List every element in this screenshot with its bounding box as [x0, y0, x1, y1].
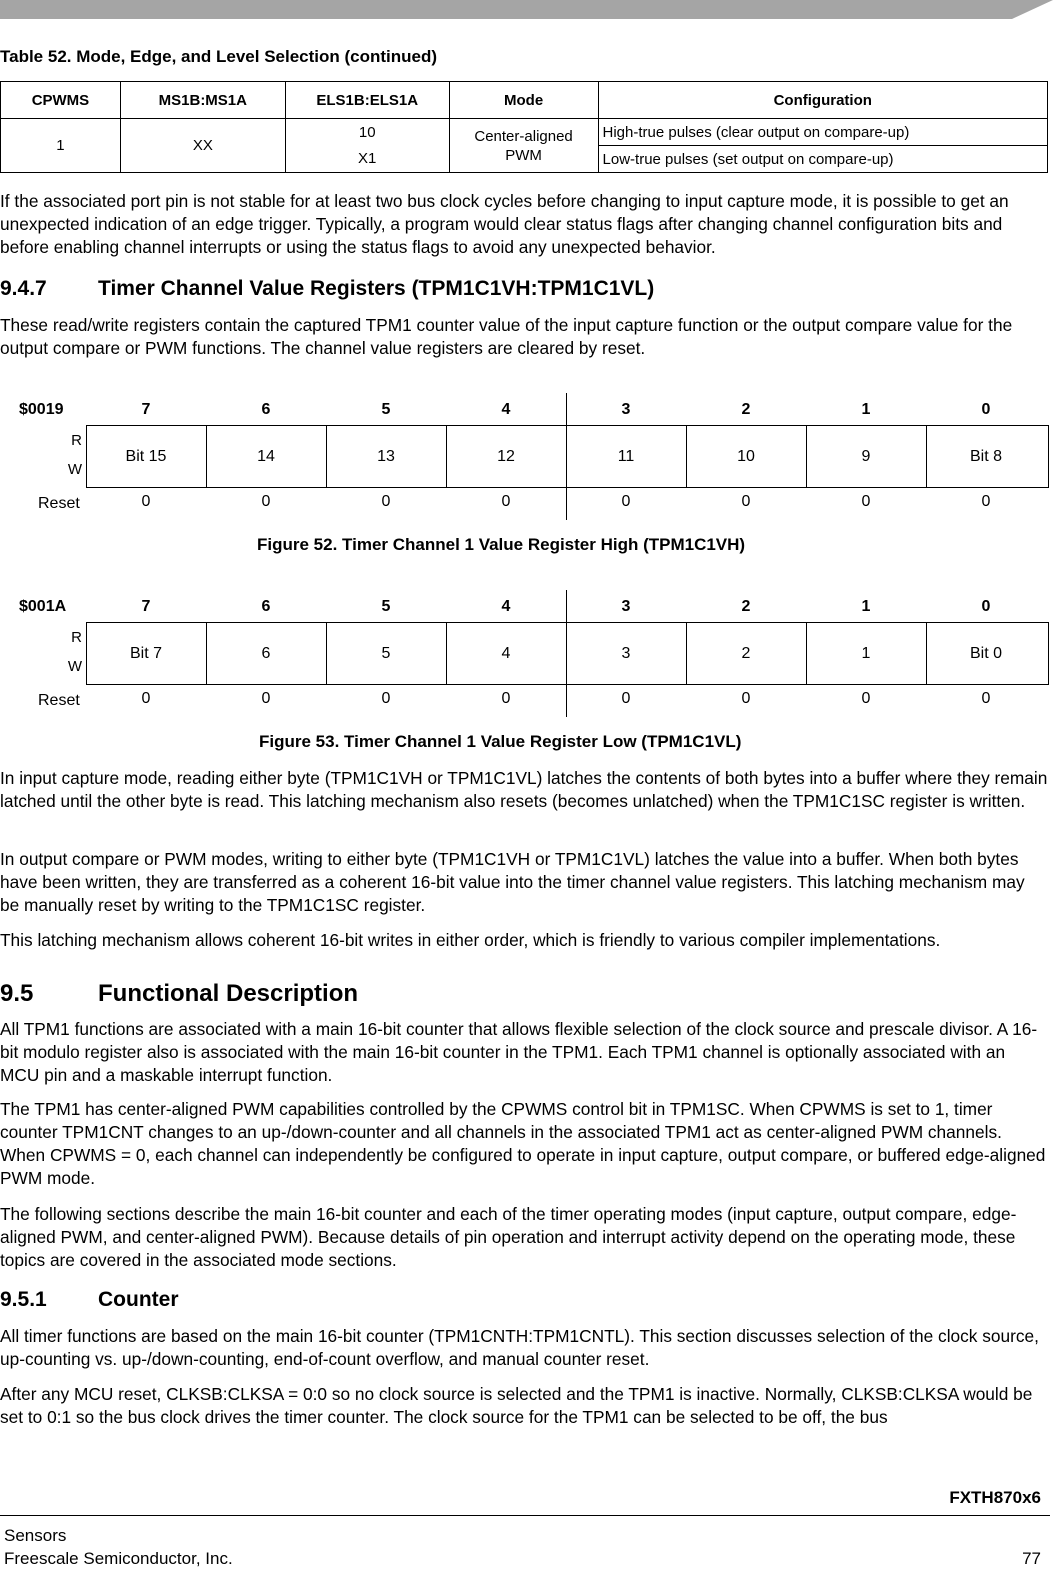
reset-value: 0 [501, 690, 511, 707]
register-field: 1 [861, 644, 871, 662]
bit-number: 4 [501, 598, 511, 615]
section-number: 9.4.7 [0, 277, 47, 300]
register-field: Bit 7 [129, 644, 162, 662]
reset-value: 0 [741, 690, 751, 707]
register-field: Bit 8 [969, 447, 1002, 465]
header-bar [0, 0, 1053, 19]
paragraph: The following sections describe the main 16-bit counter and each of the timer operating modes (input capture, output compare, edge-aligned PWM, and center-aligned PWM). Because details of pin operation and interrupt activity depend on the operating mode, these topics are covered in the associated mode sections. [0, 1204, 1017, 1270]
reset-value: 0 [861, 493, 871, 510]
register-field: 13 [377, 447, 395, 465]
register-field: 3 [621, 644, 631, 662]
reset-label: Reset [38, 692, 80, 709]
bit-number: 7 [141, 401, 151, 418]
bit-number: 5 [381, 401, 391, 418]
bit-number: 1 [861, 401, 871, 418]
paragraph: The TPM1 has center-aligned PWM capabilities controlled by the CPWMS control bit in TPM1SC. When CPWMS is set to 1, timer counter TPM1CNT changes to an up-/down-counter and all channels in the associated TPM1 act as center-aligned PWM channels. When CPWMS = 0, each channel can independently be configured to operate in input capture, output compare, or buffered edge-aligned PWM mode. [0, 1099, 1046, 1188]
table-header: MS1B:MS1A [120, 82, 285, 119]
register-field: 12 [497, 447, 515, 465]
register-diagram-high [0, 393, 1053, 520]
table-header: ELS1B:ELS1A [285, 82, 449, 119]
paragraph: These read/write registers contain the captured TPM1 counter value of the input capture function or the output compare value for the output compare or PWM functions. The channel value registers are cleared by reset. [0, 315, 1013, 358]
table-cell: X1 [285, 146, 449, 173]
mode-selection-table [0, 81, 1048, 173]
paragraph: If the associated port pin is not stable for at least two bus clock cycles before changing to input capture mode, it is possible to get an unexpected indication of an edge trigger. Typically, a program would clear status flags after changing channel configuration bits and before enabling channel interrupts or using the status flags to avoid any unexpected behavior. [0, 191, 1009, 257]
reset-value: 0 [621, 690, 631, 707]
read-label: R [71, 432, 82, 449]
bit-number: 1 [861, 598, 871, 615]
paragraph: This latching mechanism allows coherent 16-bit writes in either order, which is friendly to various compiler implementations. [0, 930, 941, 950]
write-label: W [67, 461, 82, 478]
reset-value: 0 [381, 493, 391, 510]
register-address: $001A [19, 598, 67, 615]
table-cell: Low-true pulses (set output on compare-up) [598, 146, 1047, 173]
register-field: Bit 15 [125, 447, 167, 465]
footer-line: Freescale Semiconductor, Inc. [4, 1549, 233, 1568]
figure-caption: Figure 53. Timer Channel 1 Value Register Low (TPM1C1VL) [259, 732, 742, 751]
reset-value: 0 [141, 690, 151, 707]
register-field: 11 [617, 447, 635, 465]
write-label: W [67, 658, 82, 675]
reset-value: 0 [141, 493, 151, 510]
register-field: Bit 0 [969, 644, 1002, 662]
section-title: Functional Description [98, 980, 359, 1007]
paragraph: In input capture mode, reading either byte (TPM1C1VH or TPM1C1VL) latches the contents of both bytes into a buffer where they remain latched until the other byte is read. This latching mechanism also resets (becomes unlatched) when the TPM1C1SC register is written. [0, 768, 1048, 811]
bit-number: 3 [621, 598, 631, 615]
reset-value: 0 [381, 690, 391, 707]
footer-divider [0, 1515, 1050, 1516]
reset-value: 0 [261, 493, 271, 510]
paragraph: All timer functions are based on the main 16-bit counter (TPM1CNTH:TPM1CNTL). This section discusses selection of the clock source, up-counting vs. up-/down-counting, end-of-count overflow, and manual counter reset. [0, 1326, 1039, 1369]
register-field: 4 [501, 644, 511, 662]
table-row [1, 119, 1048, 146]
bit-number: 2 [741, 401, 751, 418]
paragraph: After any MCU reset, CLKSB:CLKSA = 0:0 so no clock source is selected and the TPM1 is inactive. Normally, CLKSB:CLKSA would be set to 0:1 so the bus clock drives the timer counter. The clock source for the TPM1 can be selected to be off, the bus [0, 1384, 1033, 1427]
bit-number: 6 [261, 401, 271, 418]
figure-caption: Figure 52. Timer Channel 1 Value Register High (TPM1C1VH) [257, 535, 746, 554]
section-number: 9.5.1 [0, 1288, 47, 1311]
table-cell: XX [120, 119, 285, 173]
table-header: CPWMS [1, 82, 121, 119]
bit-number: 4 [501, 401, 511, 418]
register-field: 14 [257, 447, 275, 465]
page-number: 77 [1022, 1549, 1041, 1568]
section-heading [0, 980, 358, 1008]
table-header: Configuration [598, 82, 1047, 119]
reset-value: 0 [621, 493, 631, 510]
bit-number: 0 [981, 598, 991, 615]
paragraph: All TPM1 functions are associated with a main 16-bit counter that allows flexible selection of the clock source and prescale divisor. A 16-bit modulo register also is associated with the main 16-bit counter in the TPM1. Each TPM1 channel is optionally associated with an MCU pin and a maskable interrupt function. [0, 1019, 1038, 1085]
table-cell: 1 [1, 119, 121, 173]
footer-model: FXTH870x6 [949, 1488, 1041, 1507]
reset-value: 0 [261, 690, 271, 707]
reset-value: 0 [501, 493, 511, 510]
register-address: $0019 [19, 401, 64, 418]
table-cell: Center-aligned PWM [449, 119, 598, 173]
register-field: 10 [737, 447, 755, 465]
register-field: 9 [861, 447, 871, 465]
section-heading [0, 277, 654, 301]
bit-number: 5 [381, 598, 391, 615]
reset-value: 0 [861, 690, 871, 707]
bit-number: 6 [261, 598, 271, 615]
section-number: 9.5 [0, 980, 34, 1007]
reset-value: 0 [981, 690, 991, 707]
register-field: 2 [741, 644, 751, 662]
table-header: Mode [449, 82, 598, 119]
section-title: Counter [98, 1288, 179, 1311]
reset-value: 0 [741, 493, 751, 510]
section-heading [0, 1288, 179, 1312]
reset-label: Reset [38, 495, 80, 512]
read-label: R [71, 629, 82, 646]
table-cell: High-true pulses (clear output on compare-up) [598, 119, 1047, 146]
reset-value: 0 [981, 493, 991, 510]
register-field: 6 [261, 644, 271, 662]
footer-line: Sensors [4, 1526, 67, 1545]
bit-number: 7 [141, 598, 151, 615]
bit-number: 2 [741, 598, 751, 615]
table-header-row [1, 82, 1048, 119]
register-field: 5 [381, 644, 391, 662]
table-title: Table 52. Mode, Edge, and Level Selection (continued) [0, 47, 438, 66]
section-title: Timer Channel Value Registers (TPM1C1VH:TPM1C1VL) [98, 277, 655, 300]
register-diagram-low [0, 590, 1053, 717]
bit-number: 0 [981, 401, 991, 418]
paragraph: In output compare or PWM modes, writing to either byte (TPM1C1VH or TPM1C1VL) latches the value into a buffer. When both bytes have been written, they are transferred as a coherent 16-bit value into the timer channel value registers. This latching mechanism may be manually reset by writing to the TPM1C1SC register. [0, 849, 1025, 915]
table-cell: 10 [285, 119, 449, 146]
bit-number: 3 [621, 401, 631, 418]
